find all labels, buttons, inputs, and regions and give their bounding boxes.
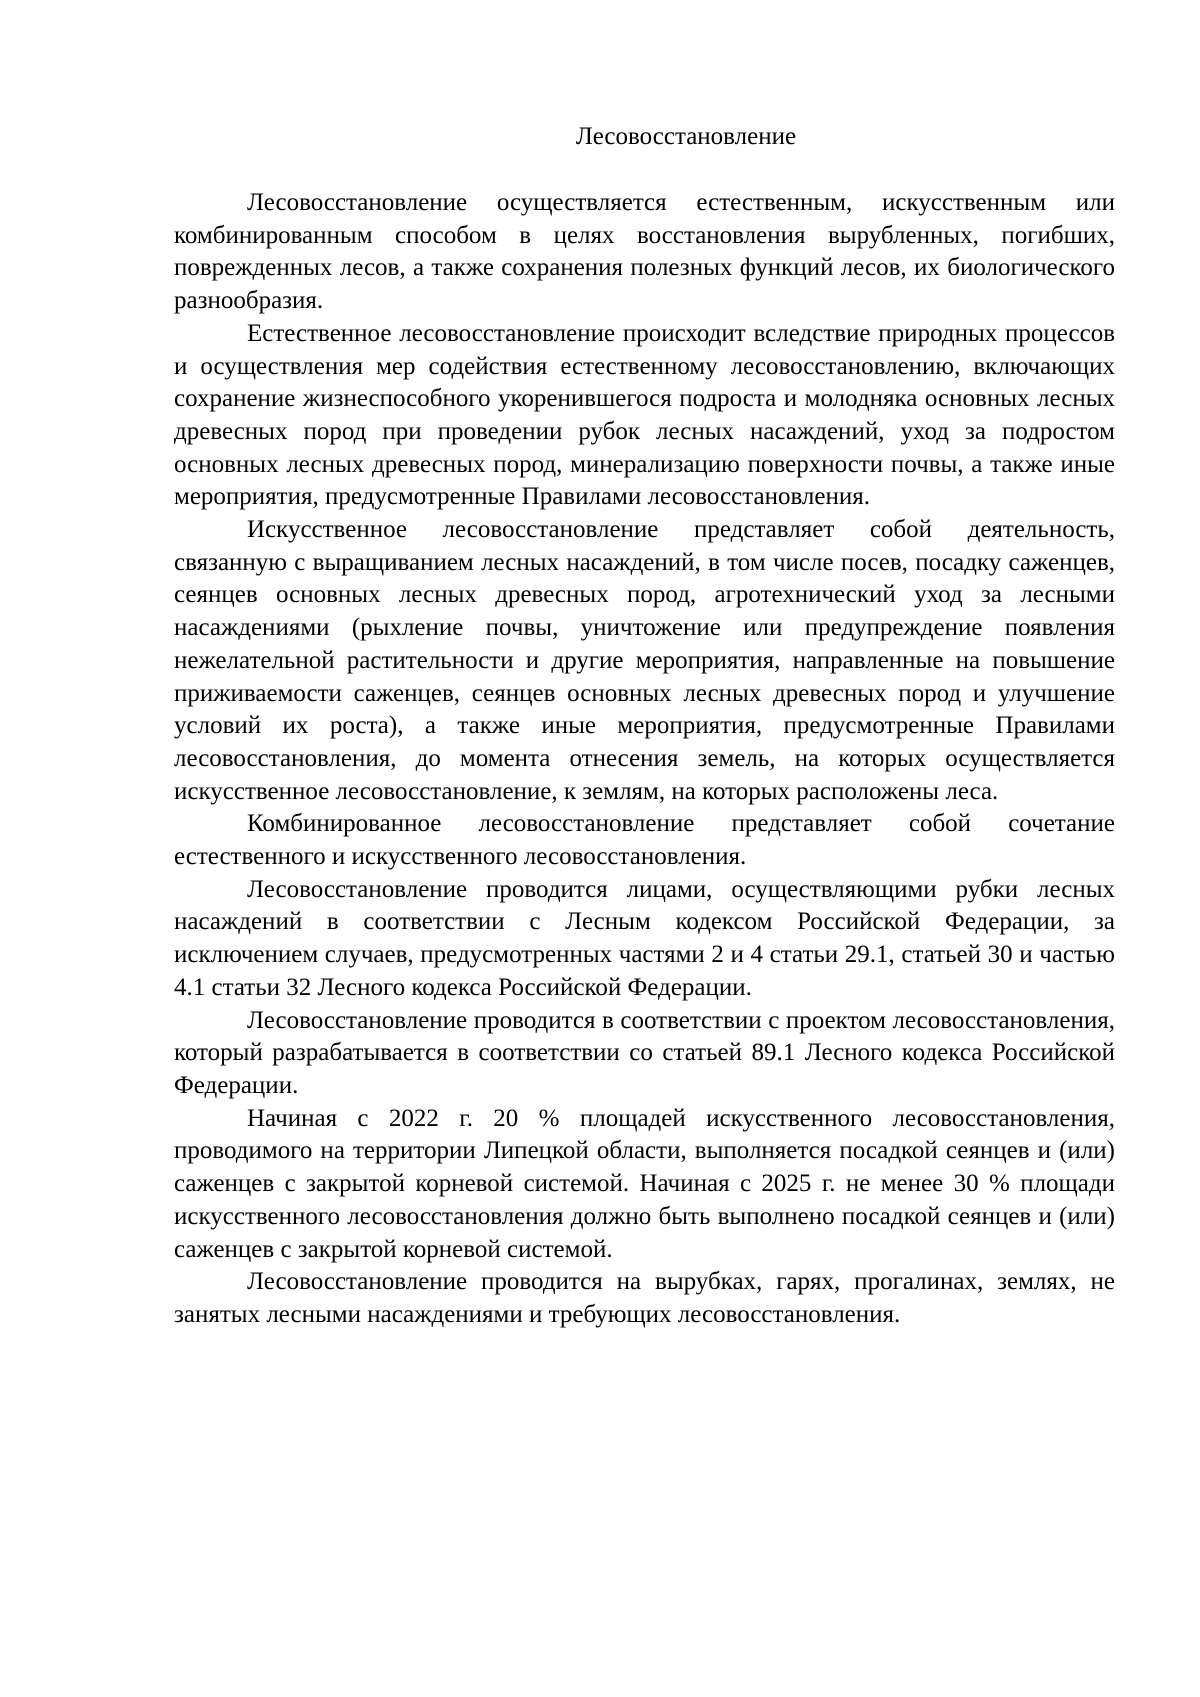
document-body: [174, 187, 1115, 1332]
paragraph-7: Начиная с 2022 г. 20 % площадей искусственного лесовосстановления, проводимого на территории Липецкой области, выполняется посадкой сеянцев и (или) саженцев с закрытой корневой системой. Начиная с 2025 г. не менее 30 % площади искусственного лесовосстановления должно быть выполнено посадкой сеянцев и (или) саженцев с закрытой корневой системой.: [174, 1104, 1115, 1263]
paragraph-6: Лесовосстановление проводится в соответствии с проектом лесовосстановления, который разрабатывается в соответствии со статьей 89.1 Лесного кодекса Российской Федерации.: [174, 1006, 1115, 1099]
document-title: Лесовосстановление: [575, 123, 797, 150]
paragraph-2: Естественное лесовосстановление происходит вследствие природных процессов и осуществления мер содействия естественному лесовосстановлению, включающих сохранение жизнеспособного укоренившегося подроста и молодняка основных лесных древесных пород при проведении рубок лесных насаждений, уход за подростом основных лесных древесных пород, минерализацию поверхности почвы, а также иные мероприятия, предусмотренные Правилами лесовосстановления.: [174, 319, 1115, 511]
paragraph-1: Лесовосстановление осуществляется естественным, искусственным или комбинированным способом в целях восстановления вырубленных, погибших, поврежденных лесов, а также сохранения полезных функций лесов, их биологического разнообразия.: [174, 189, 1115, 315]
paragraph-8: Лесовосстановление проводится на вырубках, гарях, прогалинах, землях, не занятых лесными насаждениями и требующих лесовосстановления.: [174, 1268, 1115, 1328]
paragraph-3: Искусственное лесовосстановление представляет собой деятельность, связанную с выращиванием лесных насаждений, в том числе посев, посадку саженцев, сеянцев основных лесных древесных пород, агротехнический уход за лесными насаждениями (рыхление почвы, уничтожение или предупреждение появления нежелательной растительности и другие мероприятия, направленные на повышение приживаемости саженцев, сеянцев основных лесных древесных пород и улучшение условий их роста), а также иные мероприятия, предусмотренные Правилами лесовосстановления, до момента отнесения земель, на которых осуществляется искусственное лесовосстановление, к землям, на которых расположены леса.: [174, 516, 1115, 805]
paragraph-5: Лесовосстановление проводится лицами, осуществляющими рубки лесных насаждений в соответствии с Лесным кодексом Российской Федерации, за исключением случаев, предусмотренных частями 2 и 4 статьи 29.1, статьей 30 и частью 4.1 статьи 32 Лесного кодекса Российской Федерации.: [174, 875, 1115, 1001]
paragraph-4: Комбинированное лесовосстановление представляет собой сочетание естественного и искусственного лесовосстановления.: [174, 810, 1115, 871]
